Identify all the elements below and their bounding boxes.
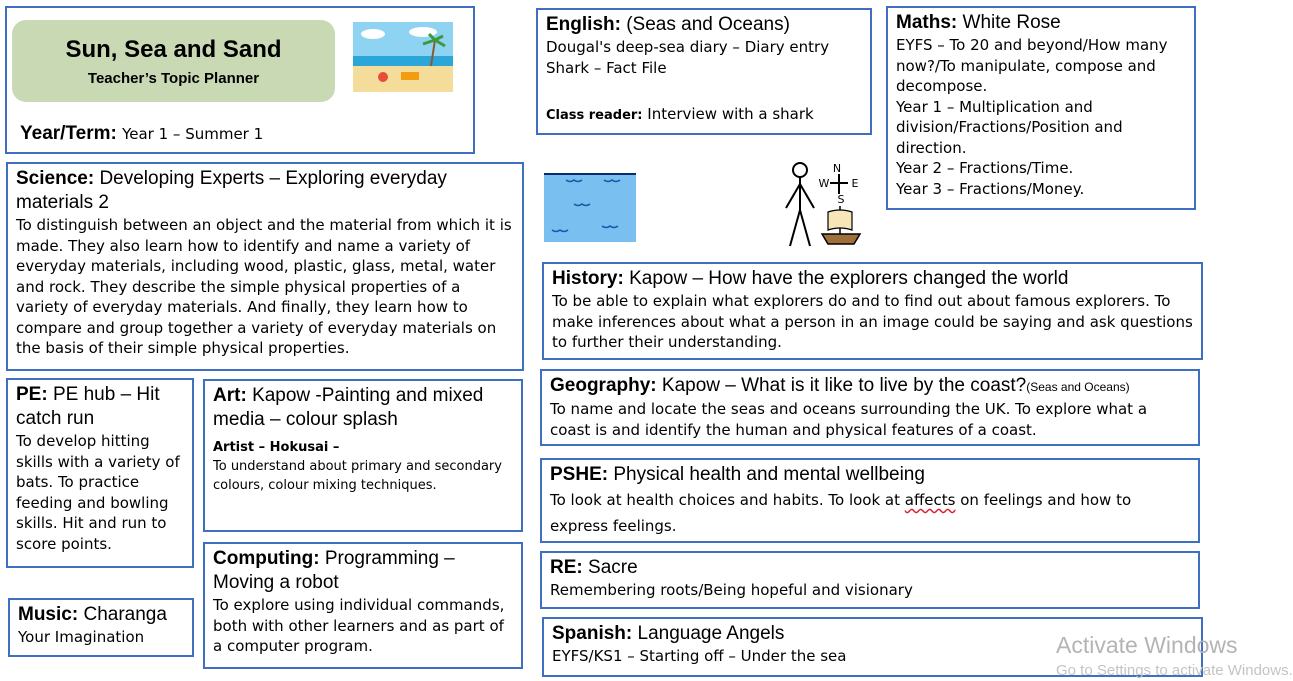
maths-heading	[896, 11, 1186, 35]
page-title: Sun, Sea and Sand	[65, 36, 282, 63]
computing-topic: Programming – Moving a robot	[213, 548, 455, 593]
computing-heading	[213, 547, 513, 595]
year-term-label: Year/Term:	[20, 123, 117, 144]
pe-topic: PE hub – Hit catch run	[16, 384, 160, 429]
pshe-body-part-a: To look at health choices and habits. To look at	[550, 491, 905, 509]
year-term	[20, 122, 263, 146]
english-reader	[546, 104, 862, 125]
maths-topic: White Rose	[962, 12, 1061, 33]
computing-box	[203, 542, 523, 669]
art-topic: Kapow -Painting and mixed media – colour splash	[213, 385, 484, 430]
music-topic: Charanga	[83, 604, 167, 625]
geography-heading	[550, 374, 1190, 399]
activate-windows-watermark: Activate Windows	[1056, 632, 1238, 658]
maths-line-1: EYFS – To 20 and beyond/How many now?/To manipulate, compose and decompose.	[896, 36, 1168, 95]
maths-label: Maths:	[896, 12, 958, 33]
re-label: RE:	[550, 557, 583, 578]
compass-s: S	[837, 193, 845, 206]
science-topic: Developing Experts – Exploring everyday materials 2	[16, 168, 447, 213]
pe-body: To develop hitting skills with a variety of bats. To practice feeding and bowling skills. Hit and run to score points.	[16, 432, 180, 553]
pe-heading	[16, 383, 184, 431]
geography-body: To name and locate the seas and oceans surrounding the UK. To explore what a coast is and identify the human and physical features of a coast.	[550, 400, 1148, 439]
science-label: Science:	[16, 168, 95, 189]
english-line-1: Dougal's deep-sea diary – Diary entry	[546, 38, 830, 56]
art-body: To understand about primary and secondary colours, colour mixing techniques.	[213, 459, 502, 493]
english-topic: (Seas and Oceans)	[626, 14, 790, 35]
re-topic: Sacre	[588, 557, 638, 578]
compass-n: N	[832, 162, 842, 175]
spanish-label: Spanish:	[552, 623, 633, 644]
english-reader-label: Class reader:	[546, 108, 643, 123]
science-box	[6, 162, 524, 371]
art-label: Art:	[213, 385, 247, 406]
title-box	[5, 6, 475, 154]
music-body: Your Imagination	[18, 628, 145, 646]
history-heading	[552, 267, 1193, 291]
pe-box	[6, 378, 194, 568]
spanish-body: EYFS/KS1 – Starting off – Under the sea	[552, 647, 847, 665]
pshe-box	[540, 458, 1200, 543]
history-label: History:	[552, 268, 624, 289]
geography-topic: Kapow – What is it like to live by the coast?	[661, 375, 1027, 396]
maths-line-2: Year 1 – Multiplication and division/Fractions/Position and direction.	[896, 97, 1123, 157]
art-box	[203, 379, 523, 532]
computing-label: Computing:	[213, 548, 320, 569]
maths-line-3: Year 2 – Fractions/Time.	[896, 159, 1074, 177]
history-body: To be able to explain what explorers do and to find out about famous explorers. To make inferences about what a person in an image could be saying and ask questions to further their understanding.	[552, 292, 1193, 351]
computing-body: To explore using individual commands, both with other learners and as part of a computer program.	[213, 596, 505, 655]
science-body: To distinguish between an object and the material from which it is made. They also learn how to identify and name a variety of everyday materials, including wood, plastic, glass, metal, water and rock. They describe the simple physical properties of a variety of everyday materials. And finally, they learn how to compare and group together a variety of everyday materials on the basis of their simple physical properties.	[16, 216, 512, 357]
geography-box	[540, 369, 1200, 446]
english-box	[536, 8, 872, 135]
pshe-label: PSHE:	[550, 464, 609, 485]
pshe-body	[550, 487, 1190, 539]
english-heading	[546, 13, 862, 37]
english-label: English:	[546, 14, 621, 35]
history-topic: Kapow – How have the explorers changed the world	[629, 268, 1069, 289]
activate-windows-hint: Go to Settings to activate Windows.	[1056, 662, 1293, 679]
explorer-icon	[778, 158, 872, 250]
pshe-heading	[550, 463, 1190, 487]
compass-e: E	[851, 177, 859, 190]
music-label: Music:	[18, 604, 79, 625]
pshe-body-misspelling: affects	[904, 491, 956, 509]
re-box	[540, 551, 1200, 609]
re-body: Remembering roots/Being hopeful and visionary	[550, 581, 913, 599]
maths-line-4: Year 3 – Fractions/Money.	[896, 179, 1085, 198]
geography-label: Geography:	[550, 375, 657, 396]
page-subtitle: Teacher’s Topic Planner	[87, 70, 260, 87]
compass-w: W	[818, 177, 830, 190]
art-heading	[213, 384, 513, 432]
music-box	[8, 598, 194, 657]
english-reader-value: Interview with a shark	[647, 105, 814, 123]
music-heading	[18, 603, 184, 627]
pshe-topic: Physical health and mental wellbeing	[613, 464, 925, 485]
beach-image	[353, 22, 453, 92]
english-line-2: Shark – Fact File	[546, 58, 667, 77]
science-heading	[16, 167, 514, 215]
year-term-value: Year 1 – Summer 1	[122, 125, 264, 143]
art-artist: Artist – Hokusai –	[213, 440, 340, 455]
title-card	[12, 20, 335, 102]
spanish-topic: Language Angels	[637, 623, 785, 644]
geography-topic-note: (Seas and Oceans)	[1026, 380, 1130, 394]
pshe-body-part-b: on feelings and how to express feelings.	[550, 491, 1132, 535]
history-box	[542, 262, 1203, 360]
sea-image	[544, 152, 636, 242]
maths-box	[886, 6, 1196, 210]
pe-label: PE:	[16, 384, 48, 405]
re-heading	[550, 556, 1190, 580]
